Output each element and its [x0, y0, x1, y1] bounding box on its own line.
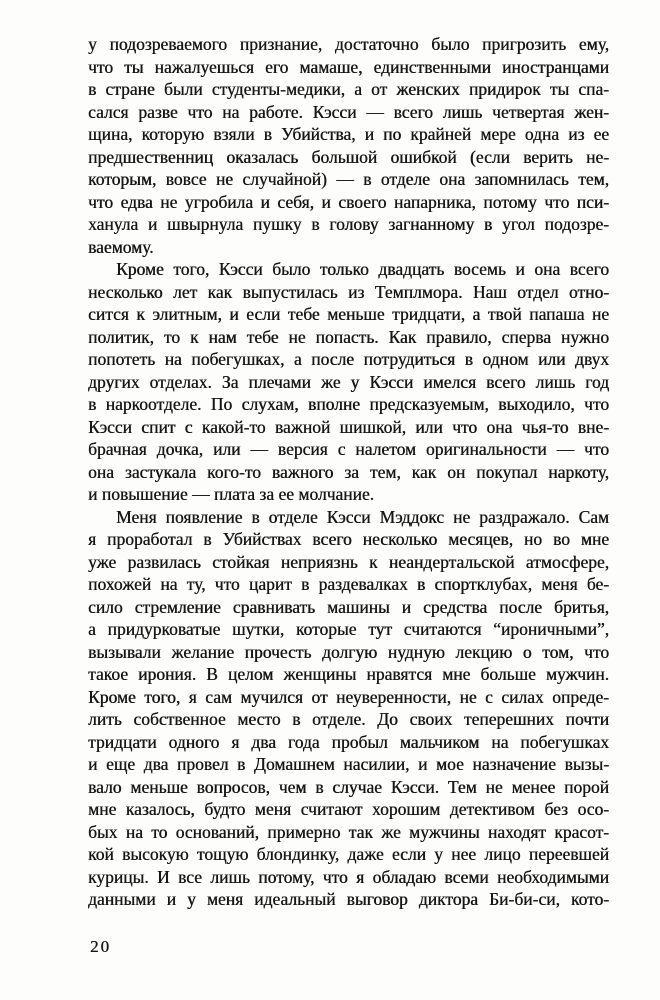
text-line: Меня появление в отделе Кэсси Мэддокс не раздражало. Сам — [116, 506, 609, 527]
paragraph — [88, 258, 609, 506]
text-line: которым, вовсе не случайной) — в отделе она запомнилась тем, — [88, 169, 609, 189]
text-line: в стране были студенты-медики, а от женских придирок ты спа- — [88, 79, 609, 99]
text-line: Кэсси спит с какой-то важной шишкой, или что она чья-то вне- — [88, 416, 609, 437]
text-line: сится к элитным, и если тебе меньше тридцати, а твой папаша не — [88, 304, 609, 324]
text-line: что ты нажалуешься его мамаше, единственными иностранцами — [88, 56, 609, 77]
text-line: и повышение — плата за ее молчание. — [88, 484, 375, 504]
text-line: бых на то оснований, примерно так же мужчины находят красот- — [88, 821, 609, 842]
text-line: и еще два провел в Домашнем насилии, и мое назначение вызы- — [88, 754, 609, 774]
text-line: вало меньше вопросов, чем в случае Кэсси. Тем не менее порой — [88, 776, 609, 797]
text-line: она застукала кого-то важного за тем, как он покупал наркоту, — [88, 461, 609, 482]
text-line: я проработал в Убийствах всего несколько месяцев, но во мне — [88, 529, 609, 549]
text-line: уже развилась стойкая неприязнь к неандертальской атмосфере, — [88, 551, 609, 572]
text-line: такое ирония. В целом женщины нравятся мне больше мужчин. — [88, 664, 609, 684]
paragraph — [88, 506, 609, 911]
text-line: мне казалось, будто меня считают хорошим детективом без осо- — [88, 799, 609, 819]
text-line: попотеть на побегушках, а после потрудиться в одном или двух — [88, 349, 609, 369]
text-line: сался разве что на работе. Кэсси — всего лишь четвертая жен- — [88, 101, 609, 122]
text-line: вызывали желание прочесть долгую нудную лекцию о том, что — [88, 641, 609, 662]
text-line: данными и у меня идеальный выговор диктора Би-би-си, кото- — [88, 889, 609, 909]
text-line: тридцати одного я два года пробыл мальчиком на побегушках — [88, 731, 609, 752]
page-text — [88, 33, 609, 911]
text-line: похожей на ту, что царит в раздевалках в спортклубах, меня бе- — [88, 574, 609, 594]
text-line: кой высокую тощую блондинку, даже если у нее лицо переевшей — [88, 844, 609, 864]
text-line: что едва не угробила и себя, и своего напарника, потому что пси- — [88, 191, 609, 212]
text-line: в наркоотделе. По слухам, вполне предсказуемым, выходило, что — [88, 394, 609, 414]
text-line: предшественниц оказалась большой ошибкой (если верить не- — [88, 146, 609, 167]
text-line: а придурковатые шутки, которые тут считаются “ироничными”, — [88, 619, 609, 639]
text-line: щина, которую взяли в Убийства, и по крайней мере одна из ее — [88, 124, 609, 144]
text-line: ваемому. — [88, 236, 154, 257]
paragraph — [88, 33, 609, 258]
text-line: политик, то к нам тебе не попасть. Как правило, сперва нужно — [88, 326, 609, 347]
text-line: брачная дочка, или — версия с налетом оригинальности — что — [88, 439, 609, 459]
text-line: других отделах. За плечами же у Кэсси имелся всего лишь год — [88, 371, 609, 392]
text-line: Кроме того, Кэсси было только двадцать восемь и она всего — [116, 259, 609, 279]
text-line: курицы. И все лишь потому, что я обладаю всеми необходимыми — [88, 866, 609, 887]
text-line: несколько лет как выпустилась из Темплмора. Наш отдел отно- — [88, 281, 609, 302]
text-line: у подозреваемого признание, достаточно было пригрозить ему, — [88, 34, 609, 54]
text-line: ханула и швырнула пушку в голову загнанному в угол подозре- — [88, 214, 609, 234]
text-line: сило стремление сравнивать машины и средства после бритья, — [88, 596, 609, 617]
text-line: лить собственное место в отделе. До своих теперешних почти — [88, 709, 609, 729]
page-number: 20 — [90, 937, 111, 956]
text-line: Кроме того, я сам мучился от неуверенности, не с силах опреде- — [88, 686, 609, 707]
